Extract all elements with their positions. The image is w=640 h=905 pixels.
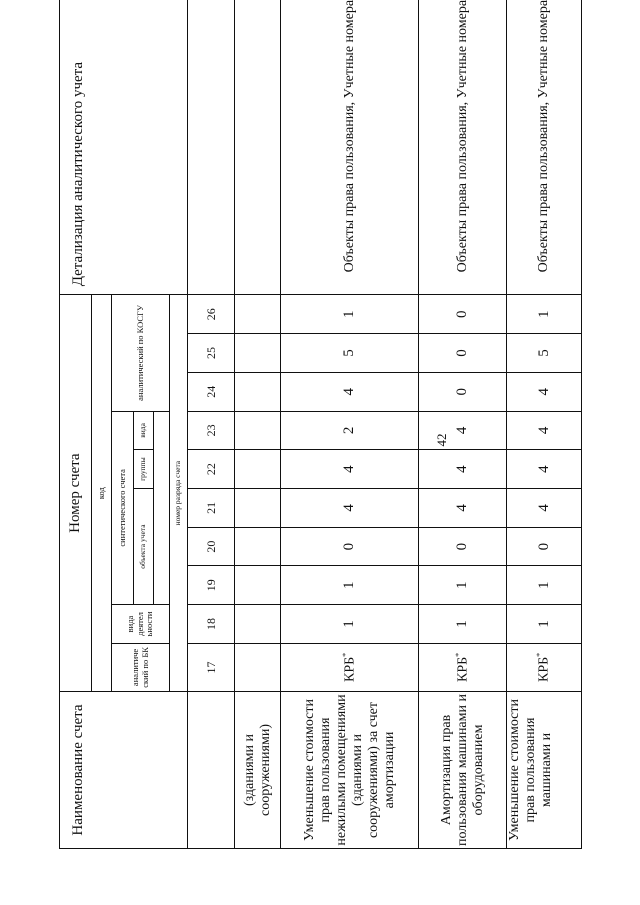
value-cell: 0 — [419, 527, 507, 566]
value-cell: 0 — [507, 527, 582, 566]
value-cell — [235, 605, 281, 644]
digit-cell: 26 — [188, 295, 235, 334]
value-cell: 4 — [281, 450, 419, 489]
value-cell: 2 — [281, 411, 419, 450]
table-row — [507, 0, 582, 849]
value-cell: 1 — [281, 295, 419, 334]
header-code: код — [92, 295, 112, 692]
header-kind: вида — [134, 411, 154, 450]
value-cell: 1 — [419, 566, 507, 605]
header-account-object: объекта учета — [134, 488, 154, 604]
krb-cell — [281, 643, 419, 691]
header-account-name: Наименование счета — [60, 692, 188, 849]
detail-cell — [235, 0, 281, 295]
account-name-cell: Уменьшение стоимости прав пользования машинами и — [507, 692, 582, 849]
header-analytic-bk: аналитиче ский по БК — [112, 643, 170, 691]
value-cell — [235, 334, 281, 373]
digit-cell: 17 — [188, 643, 235, 691]
value-cell: 5 — [507, 334, 582, 373]
value-cell: 1 — [281, 566, 419, 605]
digit-cell: 24 — [188, 372, 235, 411]
value-cell: 0 — [419, 295, 507, 334]
digit-cell: 22 — [188, 450, 235, 489]
digit-cell: 19 — [188, 566, 235, 605]
value-cell — [235, 643, 281, 691]
value-cell — [235, 411, 281, 450]
header-activity-type: вида деятел ьности — [112, 605, 170, 644]
value-cell: 0 — [419, 372, 507, 411]
footnote-asterisk: * — [535, 652, 545, 657]
value-cell — [235, 566, 281, 605]
krb-cell — [419, 643, 507, 691]
value-cell — [235, 372, 281, 411]
value-cell — [235, 527, 281, 566]
krb-code: КРБ — [455, 656, 471, 683]
rotated-table-sheet — [59, 0, 581, 849]
page-number: 42 — [434, 433, 449, 447]
krb-code: КРБ — [536, 656, 552, 683]
footnote-asterisk: * — [340, 652, 350, 657]
digits-name-blank — [188, 692, 235, 849]
value-cell: 4 — [507, 411, 582, 450]
digit-cell: 20 — [188, 527, 235, 566]
digits-detail-blank — [188, 0, 235, 295]
value-cell: 0 — [281, 527, 419, 566]
header-spacer — [154, 411, 170, 605]
header-account-number: Номер счета — [60, 295, 92, 692]
value-cell: 4 — [281, 372, 419, 411]
value-cell — [235, 450, 281, 489]
header-analytic-kosgu: аналитический по КОСГУ — [112, 295, 170, 411]
value-cell: 5 — [281, 334, 419, 373]
header-synthetic: синтетического счета — [112, 411, 134, 605]
value-cell: 4 — [419, 488, 507, 527]
value-cell: 4 — [507, 450, 582, 489]
value-cell: 1 — [507, 295, 582, 334]
value-cell: 4 — [419, 411, 507, 450]
detail-cell: Объекты права пользования, Учетные номера — [419, 0, 507, 295]
krb-cell — [507, 643, 582, 691]
account-name-cell: Амортизация прав пользования машинами и оборудованием — [419, 692, 507, 849]
value-cell: 4 — [507, 488, 582, 527]
value-cell: 1 — [281, 605, 419, 644]
table-row — [235, 0, 281, 849]
value-cell: 4 — [281, 488, 419, 527]
account-name-cell: Уменьшение стоимости прав пользования нежилыми помещениями (зданиями и сооружениями) за счет амортизации — [281, 692, 419, 849]
header-group: группы — [134, 450, 154, 489]
value-cell: 1 — [507, 566, 582, 605]
account-chart-table — [59, 0, 582, 849]
table-row — [419, 0, 507, 849]
value-cell — [235, 295, 281, 334]
table-row — [281, 0, 419, 849]
footnote-asterisk: * — [453, 652, 463, 657]
header-detail: Детализация аналитического учета — [60, 0, 188, 295]
value-cell: 4 — [507, 372, 582, 411]
digit-cell: 23 — [188, 411, 235, 450]
detail-cell: Объекты права пользования, Учетные номера — [281, 0, 419, 295]
value-cell: 1 — [507, 605, 582, 644]
value-cell: 0 — [419, 334, 507, 373]
value-cell — [235, 488, 281, 527]
krb-code: КРБ — [342, 656, 358, 683]
header-digit-number: номер разряда счета — [170, 295, 188, 692]
account-name-cell: (зданиями и сооружениями) — [235, 692, 281, 849]
digit-cell: 21 — [188, 488, 235, 527]
value-cell: 4 — [419, 450, 507, 489]
digit-cell: 25 — [188, 334, 235, 373]
detail-cell: Объекты права пользования, Учетные номера — [507, 0, 582, 295]
value-cell: 1 — [419, 605, 507, 644]
digit-cell: 18 — [188, 605, 235, 644]
